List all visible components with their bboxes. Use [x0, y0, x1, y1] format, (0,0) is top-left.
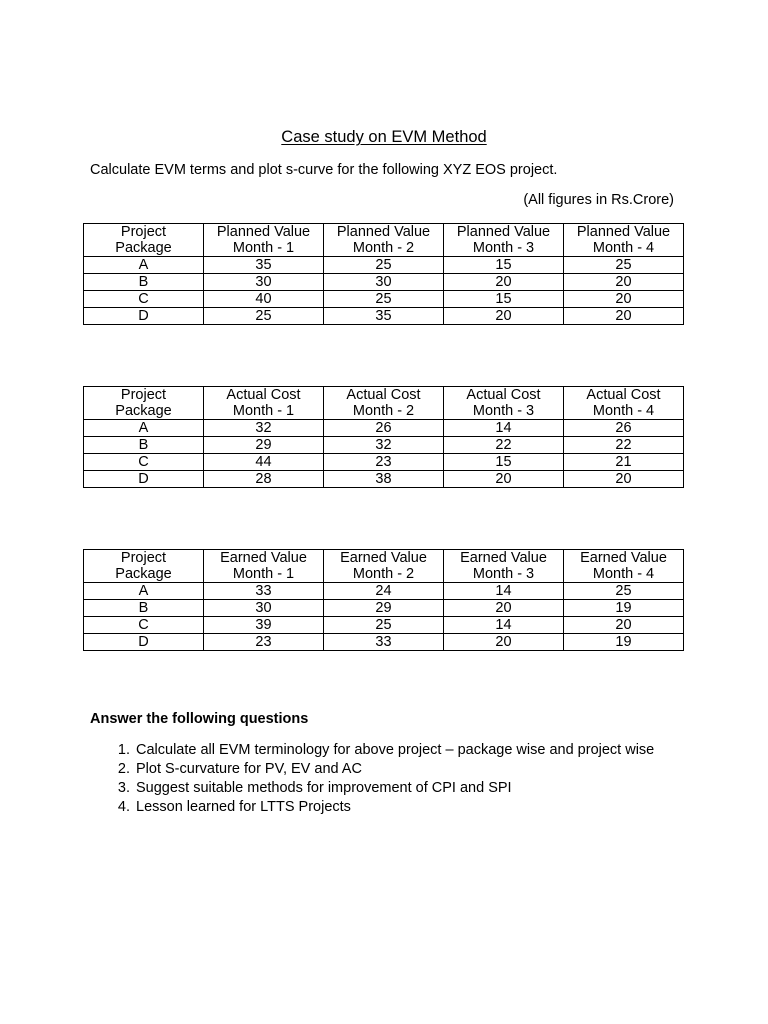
table-header-row — [84, 224, 684, 257]
questions-heading: Answer the following questions — [90, 711, 309, 727]
header-month-1: Earned Value Month - 1 — [204, 550, 324, 583]
table-cell: 20 — [564, 274, 684, 291]
table-row — [84, 274, 684, 291]
table-cell: 28 — [204, 471, 324, 488]
table-row — [84, 420, 684, 437]
table-row — [84, 257, 684, 274]
header-project-package: Project Package — [84, 387, 204, 420]
table-cell: 19 — [564, 600, 684, 617]
table-cell: 44 — [204, 454, 324, 471]
table-cell: 38 — [324, 471, 444, 488]
table-row — [84, 634, 684, 651]
table-cell: 24 — [324, 583, 444, 600]
table-cell: 25 — [324, 291, 444, 308]
units-note: (All figures in Rs.Crore) — [523, 192, 674, 208]
table-cell: 20 — [564, 308, 684, 325]
table-cell: 20 — [564, 617, 684, 634]
header-month-1: Planned Value Month - 1 — [204, 224, 324, 257]
table-cell: 25 — [564, 583, 684, 600]
table-cell: C — [84, 291, 204, 308]
table-row — [84, 308, 684, 325]
table-cell: 22 — [444, 437, 564, 454]
table-cell: 21 — [564, 454, 684, 471]
header-month-4: Actual Cost Month - 4 — [564, 387, 684, 420]
table-cell: A — [84, 583, 204, 600]
table-cell: 30 — [204, 274, 324, 291]
table-cell: 40 — [204, 291, 324, 308]
table-header-row — [84, 387, 684, 420]
header-month-3: Planned Value Month - 3 — [444, 224, 564, 257]
table-cell: 35 — [204, 257, 324, 274]
list-item: 3. Suggest suitable methods for improvement of CPI and SPI — [134, 779, 654, 798]
table-cell: 15 — [444, 454, 564, 471]
table-cell: 32 — [324, 437, 444, 454]
table-cell: 20 — [444, 634, 564, 651]
table-cell: 15 — [444, 257, 564, 274]
table-cell: 29 — [204, 437, 324, 454]
table-cell: 25 — [564, 257, 684, 274]
table-row — [84, 600, 684, 617]
table-cell: 20 — [564, 471, 684, 488]
table-cell: 14 — [444, 617, 564, 634]
table-cell: 33 — [204, 583, 324, 600]
table-cell: 20 — [564, 291, 684, 308]
table-cell: 29 — [324, 600, 444, 617]
planned-value-table — [83, 223, 684, 325]
actual-cost-table — [83, 386, 684, 488]
table-cell: 14 — [444, 583, 564, 600]
table-cell: 22 — [564, 437, 684, 454]
list-item: 1. Calculate all EVM terminology for above project – package wise and project wise — [134, 741, 654, 760]
table-cell: 39 — [204, 617, 324, 634]
header-month-2: Earned Value Month - 2 — [324, 550, 444, 583]
header-month-4: Planned Value Month - 4 — [564, 224, 684, 257]
header-month-4: Earned Value Month - 4 — [564, 550, 684, 583]
table-cell: 20 — [444, 471, 564, 488]
table-cell: 30 — [324, 274, 444, 291]
table-row — [84, 454, 684, 471]
list-item: 2. Plot S-curvature for PV, EV and AC — [134, 760, 654, 779]
intro-text: Calculate EVM terms and plot s-curve for the following XYZ EOS project. — [90, 162, 558, 178]
table-cell: 14 — [444, 420, 564, 437]
table-cell: 20 — [444, 600, 564, 617]
table-cell: A — [84, 420, 204, 437]
header-month-3: Actual Cost Month - 3 — [444, 387, 564, 420]
questions-list — [90, 741, 654, 817]
table-cell: A — [84, 257, 204, 274]
header-month-2: Planned Value Month - 2 — [324, 224, 444, 257]
table-cell: 23 — [204, 634, 324, 651]
table-cell: C — [84, 454, 204, 471]
table-cell: 15 — [444, 291, 564, 308]
table-cell: 25 — [204, 308, 324, 325]
table-cell: 33 — [324, 634, 444, 651]
table-cell: B — [84, 274, 204, 291]
table-cell: 35 — [324, 308, 444, 325]
table-row — [84, 471, 684, 488]
table-header-row — [84, 550, 684, 583]
table-cell: 20 — [444, 274, 564, 291]
table-row — [84, 291, 684, 308]
table-cell: D — [84, 471, 204, 488]
list-item: 4. Lesson learned for LTTS Projects — [134, 798, 654, 817]
header-project-package: Project Package — [84, 224, 204, 257]
table-cell: C — [84, 617, 204, 634]
table-cell: 25 — [324, 257, 444, 274]
table-cell: 20 — [444, 308, 564, 325]
earned-value-table — [83, 549, 684, 651]
table-cell: 19 — [564, 634, 684, 651]
table-row — [84, 583, 684, 600]
header-month-3: Earned Value Month - 3 — [444, 550, 564, 583]
header-project-package: Project Package — [84, 550, 204, 583]
table-cell: 23 — [324, 454, 444, 471]
header-month-1: Actual Cost Month - 1 — [204, 387, 324, 420]
table-row — [84, 617, 684, 634]
table-cell: B — [84, 437, 204, 454]
table-cell: D — [84, 308, 204, 325]
table-cell: 26 — [324, 420, 444, 437]
table-cell: 32 — [204, 420, 324, 437]
table-row — [84, 437, 684, 454]
table-cell: 26 — [564, 420, 684, 437]
page-title: Case study on EVM Method — [281, 128, 487, 146]
table-cell: D — [84, 634, 204, 651]
header-month-2: Actual Cost Month - 2 — [324, 387, 444, 420]
table-cell: B — [84, 600, 204, 617]
table-cell: 25 — [324, 617, 444, 634]
table-cell: 30 — [204, 600, 324, 617]
